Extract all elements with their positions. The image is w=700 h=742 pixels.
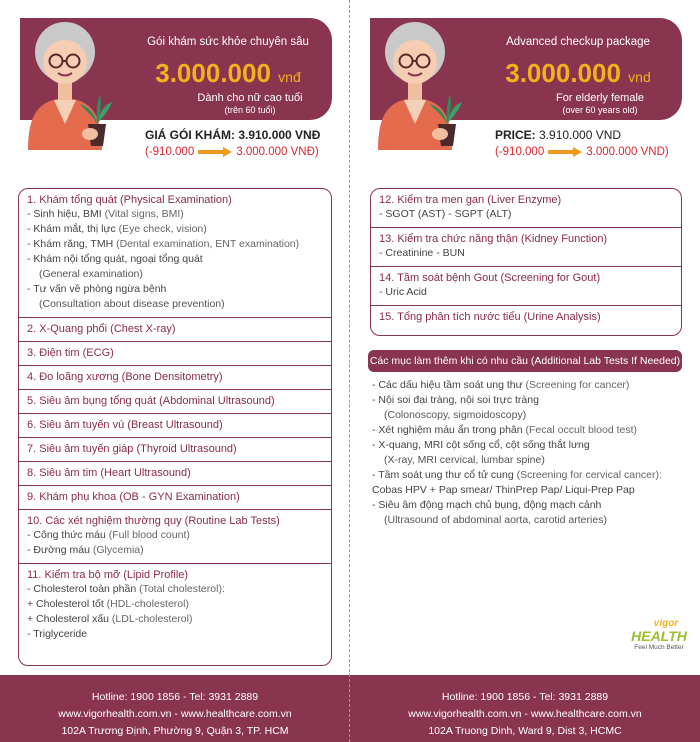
footer-websites: www.vigorhealth.com.vn - www.healthcare.com.vn	[408, 708, 642, 720]
elderly-woman-illustration	[10, 12, 120, 150]
list-item: - Công thức máu (Full blood count)	[27, 529, 190, 541]
section-title: 2. X-Quang phổi (Chest X-ray)	[27, 323, 176, 335]
service-section	[19, 366, 331, 390]
hero-subtitle: Dành cho nữ cao tuổi (trên 60 tuổi)	[197, 92, 303, 115]
list-item: - Uric Acid	[379, 286, 427, 298]
list-item: - Các dấu hiệu tầm soát ung thư (Screening for cancer)	[372, 379, 630, 391]
service-section	[19, 414, 331, 438]
list-item: - Khám răng, TMH (Dental examination, ENT examination)	[27, 238, 300, 250]
additional-tests-list	[372, 378, 688, 528]
list-item: + Cholesterol tốt (HDL-cholesterol)	[27, 598, 189, 610]
services-list-left	[18, 188, 332, 666]
arrow-right-icon	[548, 147, 582, 157]
service-section	[371, 267, 681, 306]
hero-title: Gói khám sức khỏe chuyên sâu	[147, 36, 309, 48]
list-item: + Cholesterol xấu (LDL-cholesterol)	[27, 613, 193, 625]
list-item: - Khám nội tổng quát, ngoại tổng quát	[27, 253, 203, 265]
list-item: - Triglyceride	[27, 628, 88, 640]
footer-right	[350, 675, 700, 742]
section-title: 4. Đo loãng xương (Bone Densitometry)	[27, 371, 223, 383]
services-list-right	[370, 188, 682, 336]
discount-line: (-910.000 3.000.000 VND)	[495, 146, 669, 158]
service-section	[19, 438, 331, 462]
list-item: - X-quang, MRI cột sống cổ, cột sống thắt lưng	[372, 439, 590, 451]
list-item: - Nội soi đại tràng, nội soi trực tràng	[372, 394, 539, 406]
arrow-right-icon	[198, 147, 232, 157]
section-title: 6. Siêu âm tuyến vú (Breast Ultrasound)	[27, 419, 223, 431]
service-section	[371, 189, 681, 228]
service-section	[371, 306, 681, 329]
list-item: (Ultrasound of abdominal aorta, carotid arteries)	[384, 514, 607, 526]
service-section	[19, 564, 331, 647]
hero-subtitle: For elderly female (over 60 years old)	[555, 92, 645, 115]
service-section	[19, 189, 331, 318]
service-section	[19, 390, 331, 414]
service-section	[19, 462, 331, 486]
right-panel	[350, 0, 700, 742]
section-title: 13. Kiểm tra chức năng thận (Kidney Function)	[379, 233, 608, 245]
section-title: 1. Khám tổng quát (Physical Examination)	[27, 194, 232, 206]
discount-line: (-910.000 3.000.000 VNĐ)	[145, 146, 319, 158]
section-title: 10. Các xét nghiệm thường quy (Routine Lab Tests)	[27, 515, 280, 527]
hero-price: 3.000.000 vnd	[505, 58, 651, 88]
list-item: - Tầm soát ung thư cổ tử cung (Screening for cervical cancer):	[372, 469, 662, 481]
section-title: 8. Siêu âm tim (Heart Ultrasound)	[27, 467, 191, 479]
section-title: 12. Kiểm tra men gan (Liver Enzyme)	[379, 194, 562, 206]
package-price: GIÁ GÓI KHÁM: 3.910.000 VNĐ	[145, 128, 321, 142]
list-item: - Tư vấn về phòng ngừa bệnh	[27, 283, 167, 295]
list-item: (Colonoscopy, sigmoidoscopy)	[384, 409, 527, 421]
vigor-health-logo: vigor HEALTH Feel Much Better	[631, 618, 687, 651]
section-title: 14. Tầm soát bệnh Gout (Screening for Gout)	[379, 272, 601, 284]
list-item: - Khám mắt, thị lực (Eye check, vision)	[27, 223, 207, 235]
footer-left	[0, 675, 350, 742]
service-section	[371, 228, 681, 267]
package-price: PRICE: 3.910.000 VND	[495, 128, 622, 142]
list-item: Cobas HPV + Pap smear/ ThinPrep Pap/ Liqui-Prep Pap	[372, 484, 635, 496]
elderly-woman-illustration	[360, 12, 470, 150]
list-item: - SGOT (AST) - SGPT (ALT)	[379, 208, 512, 220]
service-section	[19, 486, 331, 510]
service-section	[19, 342, 331, 366]
section-title: 11. Kiểm tra bộ mỡ (Lipid Profile)	[27, 569, 189, 581]
list-item: (General examination)	[39, 268, 143, 280]
service-section	[19, 318, 331, 342]
section-title: 5. Siêu âm bụng tổng quát (Abdominal Ultrasound)	[27, 395, 275, 407]
footer-address: 102A Trương Định, Phường 9, Quận 3, TP. HCM	[61, 725, 289, 737]
list-item: - Sinh hiệu, BMI (Vital signs, BMI)	[27, 208, 184, 220]
list-item: (X-ray, MRI cervical, lumbar spine)	[384, 454, 545, 466]
footer-hotline: Hotline: 1900 1856 - Tel: 3931 2889	[441, 691, 609, 703]
hero-price: 3.000.000 vnđ	[155, 58, 301, 88]
list-item: - Cholesterol toàn phần (Total cholesterol):	[27, 583, 225, 595]
list-item: (Consultation about disease prevention)	[39, 298, 225, 310]
list-item: - Creatinine - BUN	[379, 247, 465, 259]
hero-title: Advanced checkup package	[506, 36, 650, 48]
section-title: 3. Điện tim (ECG)	[27, 347, 114, 359]
footer-websites: www.vigorhealth.com.vn - www.healthcare.com.vn	[58, 708, 292, 720]
section-title: 9. Khám phụ khoa (OB - GYN Examination)	[27, 491, 240, 503]
footer-address: 102A Truong Dinh, Ward 9, Dist 3, HCMC	[428, 725, 622, 737]
service-section	[19, 510, 331, 564]
section-title: 15. Tổng phân tích nước tiểu (Urine Analysis)	[379, 311, 601, 323]
section-title: 7. Siêu âm tuyến giáp (Thyroid Ultrasound)	[27, 443, 237, 455]
list-item: - Đường máu (Glycemia)	[27, 544, 144, 556]
additional-tests-header: Các mục làm thêm khi có nhu cầu (Additional Lab Tests If Needed)	[368, 350, 682, 372]
list-item: - Xét nghiệm máu ẩn trong phân (Fecal occult blood test)	[372, 424, 637, 436]
footer-hotline: Hotline: 1900 1856 - Tel: 3931 2889	[91, 691, 259, 703]
list-item: - Siêu âm động mạch chủ bụng, động mạch cảnh	[372, 499, 602, 511]
